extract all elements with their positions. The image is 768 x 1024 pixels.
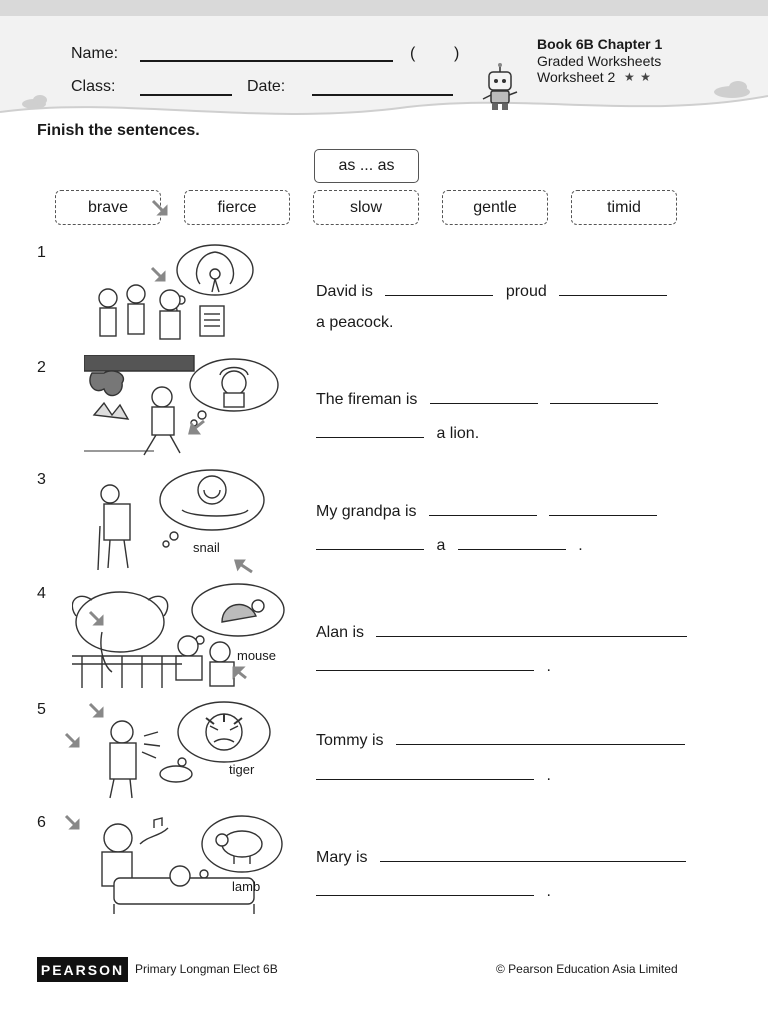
word-bank-item <box>55 190 161 225</box>
pearson-logo <box>37 957 128 982</box>
answer-blank[interactable] <box>559 281 667 296</box>
class-number-paren-close: ) <box>454 45 460 62</box>
sentence-text: . <box>546 658 551 675</box>
difficulty-stars: ★ ★ <box>624 70 652 84</box>
sentence-text: My grandpa is <box>316 503 417 520</box>
name-field[interactable] <box>140 60 393 62</box>
sentence-text: . <box>578 537 583 554</box>
sentence-text: Alan is <box>316 624 365 641</box>
question-3-line-2 <box>316 535 583 554</box>
question-2-line-1 <box>316 389 658 408</box>
class-label: Class: <box>71 78 116 95</box>
question-number: 3 <box>37 471 46 488</box>
question-5-line-1 <box>316 730 685 749</box>
question-4-line-2 <box>316 656 551 675</box>
picture-david-peacock <box>88 240 258 346</box>
question-number: 5 <box>37 701 46 718</box>
question-number: 4 <box>37 585 46 602</box>
word-bank-item <box>184 190 290 225</box>
question-number: 1 <box>37 244 46 261</box>
pointer-arrow-icon <box>150 198 172 220</box>
sentence-text: . <box>546 883 551 900</box>
answer-blank[interactable] <box>316 765 534 780</box>
date-label: Date: <box>247 78 286 95</box>
sentence-text: Mary is <box>316 849 368 866</box>
pearson-logo-text: PEARSON <box>40 961 125 978</box>
name-label: Name: <box>71 45 119 62</box>
course-title: Primary Longman Elect 6B <box>135 962 278 976</box>
sentence-text: . <box>546 767 551 784</box>
word-bank-label: slow <box>349 198 382 216</box>
picture-caption: snail <box>193 540 220 555</box>
class-number-field[interactable] <box>420 44 450 64</box>
question-2-line-2 <box>316 423 479 442</box>
class-number-paren-open: ( <box>410 45 416 62</box>
sentence-text: proud <box>505 283 547 300</box>
date-field[interactable] <box>312 94 453 96</box>
picture-caption: lamb <box>232 879 261 894</box>
pattern-text: as ... as <box>338 157 395 174</box>
picture-mary-lamb <box>64 808 288 916</box>
copyright-text: © Pearson Education Asia Limited <box>496 962 678 976</box>
answer-blank[interactable] <box>316 881 534 896</box>
picture-fireman-lion <box>84 355 280 463</box>
question-5-line-2 <box>316 765 551 784</box>
worksheet-title: Worksheet 2 <box>537 69 616 85</box>
word-bank-label: gentle <box>473 198 517 216</box>
answer-blank[interactable] <box>550 389 658 404</box>
instruction-text: Finish the sentences. <box>37 122 200 139</box>
answer-blank[interactable] <box>396 730 685 745</box>
pointer-arrow-icon <box>232 558 256 578</box>
answer-blank[interactable] <box>376 622 687 637</box>
question-4-line-1 <box>316 622 687 641</box>
question-3-line-1 <box>316 501 657 520</box>
sentence-text: a <box>436 537 446 554</box>
question-number: 6 <box>37 814 46 831</box>
book-title: Book 6B Chapter 1 <box>537 36 663 52</box>
answer-blank[interactable] <box>316 535 424 550</box>
series-title: Graded Worksheets <box>537 53 662 69</box>
question-6-line-1 <box>316 847 686 866</box>
answer-blank[interactable] <box>429 501 537 516</box>
answer-blank[interactable] <box>458 535 566 550</box>
picture-caption: mouse <box>237 648 277 663</box>
sentence-text: David is <box>316 283 373 300</box>
picture-caption: tiger <box>229 762 255 777</box>
answer-blank[interactable] <box>430 389 538 404</box>
question-number: 2 <box>37 359 46 376</box>
answer-blank[interactable] <box>380 847 686 862</box>
picture-tommy-tiger <box>64 696 272 802</box>
robot-mascot-icon <box>477 62 523 112</box>
answer-blank[interactable] <box>385 281 493 296</box>
question-1-line-2 <box>316 315 393 331</box>
answer-blank[interactable] <box>316 656 534 671</box>
word-bank-label: fierce <box>217 198 257 216</box>
word-bank-label: timid <box>607 198 641 216</box>
word-bank-label: brave <box>87 198 129 216</box>
answer-blank[interactable] <box>549 501 657 516</box>
picture-alan-mouse <box>72 582 288 690</box>
sentence-text: The fireman is <box>316 391 418 408</box>
word-bank-item <box>442 190 548 225</box>
question-6-line-2 <box>316 881 551 900</box>
sentence-text: a lion. <box>436 425 480 442</box>
word-bank-item <box>571 190 677 225</box>
sentence-text: a peacock. <box>316 314 394 331</box>
pattern-box <box>314 149 419 183</box>
question-1-line-1 <box>316 281 667 300</box>
word-bank-item <box>313 190 419 225</box>
answer-blank[interactable] <box>316 423 424 438</box>
sentence-text: Tommy is <box>316 732 384 749</box>
class-field[interactable] <box>140 94 232 96</box>
